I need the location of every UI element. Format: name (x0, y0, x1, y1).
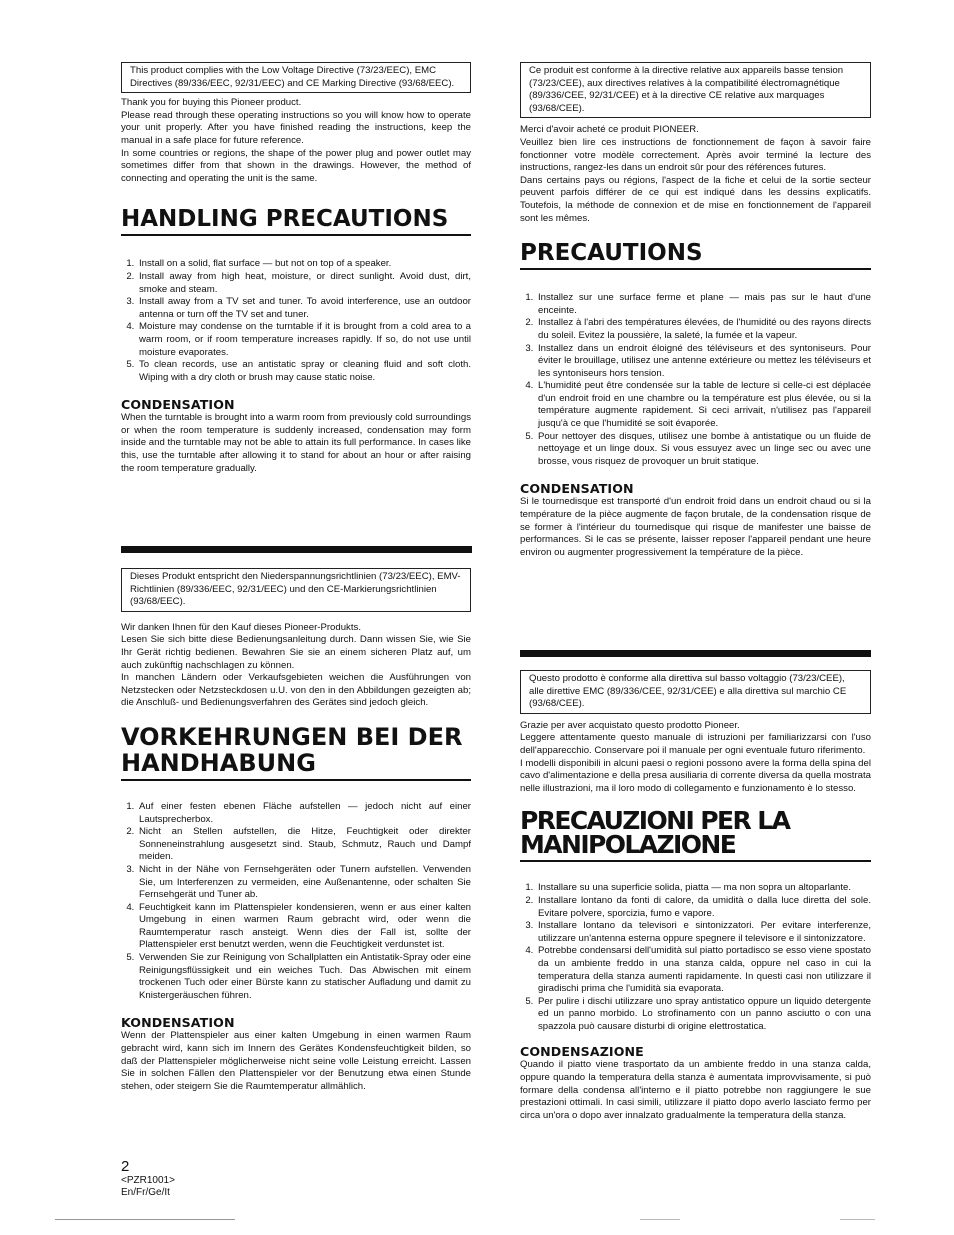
precautions-list (121, 801, 471, 1003)
intro-paragraph: Merci d'avoir acheté ce produit PIONEER. (520, 124, 699, 136)
intro-paragraph: In some countries or regions, the shape of the power plug and power outlet may sometimes differ from that shown in the drawings. However, the method of connecting and operating the unit is the same. (121, 147, 471, 184)
list-item: 1. Install on a solid, flat surface — but not on top of a speaker. (137, 258, 471, 271)
intro-paragraph: Grazie per aver acquistato questo prodotto Pioneer. (520, 719, 740, 731)
list-item: 5. Pour nettoyer des disques, utilisez une bombe à antistatique ou un fluide de nettoyage et un linge doux. Si vous essuyez avec un linge sec ou avec une brosse, vous risquez de provoquer un bruit statique. (536, 431, 871, 469)
intro-paragraph: I modelli disponibili in alcuni paesi o regioni possono avere la forma della spina del cavo d'alimentazione e della presa ausiliaria di corrente diversa da quella mostrata nelle illustrazioni, ma il loro modo di collegamento e funzionamento è lo stesso. (520, 757, 871, 794)
page-footer (121, 1158, 175, 1199)
intro-text (520, 124, 871, 225)
footer-rule (55, 1219, 235, 1220)
compliance-notice: Ce produit est conforme à la directive relative aux appareils basse tension (73/23/CEE), aux directives relatives à la compatibilité électromagnétique (89/336/CEE, 92/31/CEE) et à la directive CE relative aux marquages (93/68/CEE). (520, 62, 871, 118)
page-number: 2 (121, 1158, 130, 1175)
intro-text (520, 720, 871, 796)
list-item: 4. Potrebbe condensarsi dell'umidità sul piatto portadisco se esso viene spostato da un ambiente freddo in una stanza calda, oppure nel caso in cui la temperatura della stanza aumenti rapidamente. In questi casi non utilizzare il giradischi prima che l'umidità sia evaporata. (536, 945, 871, 995)
compliance-notice: Dieses Produkt entspricht den Niederspannungsrichtlinien (73/23/EEC), EMV-Richtlinien (89/336/EEC, 92/31/EEC) und den CE-Markierungsrichtlinien (93/68/EEC). (121, 568, 471, 612)
list-item: 4. Feuchtigkeit kann im Plattenspieler kondensieren, wenn er aus einer kalten Umgebung in einen warmen Raum gebracht wird, oder wenn die Raumtemperatur rasch ansteigt. Wenn dies der Fall ist, sollte der Plattenspieler erst benutzt werden, wenn die Feuchtigkeit verdunstet ist. (137, 902, 471, 952)
intro-paragraph: Veuillez bien lire ces instructions de fonctionnement de façon à savoir faire fonctionner votre modèle correctement. Après avoir terminé la lecture des instructions, rangez-les dans un endroit sûr pour des références futures. (520, 136, 871, 174)
german-section (121, 568, 471, 1093)
list-item: 2. Installez à l'abri des températures élevées, de l'humidité ou des rayons directs du soleil. Evitez la poussière, la saleté, la fumée et la vapeur. (536, 317, 871, 342)
list-item: 5. Per pulire i dischi utilizzare uno spray antistatico oppure un liquido detergente ed un panno morbido. Lo strofinamento con un panno asciutto o con una spazzola può causare disturbi di origine elettrostatica. (536, 996, 871, 1034)
intro-paragraph: Leggere attentamente questo manuale di istruzioni per familiarizzarsi con l'uso dell'apparecchio. Conservare poi il manuale per ogni eventuale futuro riferimento. (520, 732, 871, 756)
condensation-heading: CONDENSATION (121, 397, 235, 413)
english-section (121, 62, 471, 475)
intro-text (121, 97, 471, 185)
footer-rule (640, 1219, 680, 1220)
condensation-text: Si le tournedisque est transporté d'un endroit froid dans un endroit chaud ou si la température de la pièce augmente de façon brutale, de la condensation risque de se former à l'intérieur du tournedisque qui risque de manifester une baisse de performances. Si le cas se présente, laisser reposer l'appareil pendant une heure environ ou augmenter progressivement la température de la pièce. (520, 496, 871, 558)
list-item: 3. Installez dans un endroit éloigné des téléviseurs et des syntoniseurs. Pour éviter le brouillage, utilisez une antenne extérieure ou mettez les téléviseurs et les syntoniseurs hors tension. (536, 343, 871, 381)
list-item: 5. Verwenden Sie zur Reinigung von Schallplatten ein Antistatik-Spray oder eine Reinigungsflüssigkeit und ein weiches Tuch. Das Abwischen mit einem trockenen Tuch oder einer Bürste kann zu statischer Aufladung und damit zu Knistergeräuschen führen. (137, 952, 471, 1002)
intro-paragraph: Thank you for buying this Pioneer product. (121, 97, 302, 109)
condensation-heading: KONDENSATION (121, 1015, 235, 1031)
list-item: 1. Auf einer festen ebenen Fläche aufstellen — jedoch nicht auf einer Lautsprecherbox. (137, 801, 471, 826)
intro-paragraph: Please read through these operating instructions so you will know how to operate your unit properly. After you have finished reading the instructions, keep the manual in a safe place for future reference. (121, 109, 471, 146)
intro-paragraph: Wir danken Ihnen für den Kauf dieses Pioneer-Produkts. (121, 621, 361, 633)
section-heading: HANDLING PRECAUTIONS (121, 207, 471, 236)
condensation-heading: CONDENSAZIONE (520, 1044, 644, 1060)
document-code: <PZR1001> (121, 1175, 175, 1186)
section-divider-bar (121, 546, 472, 553)
condensation-heading: CONDENSATION (520, 481, 634, 497)
section-heading: VORKEHRUNGEN BEI DER HANDHABUNG (121, 724, 471, 781)
list-item: 2. Install away from high heat, moisture, or direct sunlight. Avoid dust, dirt, smoke and steam. (137, 271, 471, 296)
language-codes: En/Fr/Ge/It (121, 1187, 170, 1198)
list-item: 3. Install away from a TV set and tuner. To avoid interference, use an outdoor antenna or turn off the TV set and tuner. (137, 296, 471, 321)
intro-paragraph: Dans certains pays ou régions, l'aspect de la fiche et celui de la sortie secteur peuvent parfois différer de ce qui est indiqué dans les dessins explicatifs. Toutefois, la méthode de connexion et de mise en fonctionnement de l'appareil sont les mêmes. (520, 174, 871, 224)
precautions-list (520, 292, 871, 468)
intro-paragraph: Lesen Sie sich bitte diese Bedienungsanleitung durch. Dann wissen Sie, wie Sie Ihr Gerät richtig bedienen. Bewahren Sie sie an einem sicheren Platz auf, um auch zukünftig nachschlagen zu können. (121, 634, 471, 671)
condensation-text: When the turntable is brought into a warm room from previously cold surroundings or when the room temperature is suddenly increased, condensation may form inside and the turntable may not be able to attain its full performance. In cases like this, use the turntable after allowing it to stand for about an hour or after raising the room temperature gradually. (121, 412, 471, 474)
precautions-list (520, 882, 871, 1033)
footer-rule (840, 1219, 875, 1220)
section-heading: PRECAUZIONI PER LA MANIPOLAZIONE (520, 809, 871, 862)
list-item: 1. Installare su una superficie solida, piatta — ma non sopra un altoparlante. (536, 882, 871, 895)
compliance-notice: Questo prodotto è conforme alla direttiva sul basso voltaggio (73/23/CEE), alle direttive EMC (89/336/CEE, 92/31/CEE) e alla direttiva sul marchio CE (93/68/CEE). (520, 670, 871, 714)
precautions-list (121, 258, 471, 384)
condensation-text: Quando il piatto viene trasportato da un ambiente freddo in una stanza calda, oppure quando la temperatura della stanza è aumentata improvvisamente, si può formare della condensa all'interno e il piatto potrebbe non raggiungere le sue prestazioni ottimali. In casi simili, utilizzare il piatto dopo averlo lasciato fermo per circa un'ora o dopo aver innalzato gradualmente la temperatura della stanza. (520, 1059, 871, 1121)
list-item: 3. Nicht in der Nähe von Fernsehgeräten oder Tunern aufstellen. Verwenden Sie, um Interferenzen zu vermeiden, eine Außenantenne, oder schalten Sie Fernsehgerät und Tuner ab. (137, 864, 471, 902)
french-section (520, 62, 871, 559)
intro-text (121, 622, 471, 710)
list-item: 2. Installare lontano da fonti di calore, da umidità o dalla luce diretta del sole. Evitare polvere, sporcizia, fumo e vapore. (536, 895, 871, 920)
list-item: 3. Installare lontano da televisori e sintonizzatori. Per evitare interferenze, utilizzare un'antenna esterna oppure spegnere il televisore e il sintonizzatore. (536, 920, 871, 945)
list-item: 4. L'humidité peut être condensée sur la table de lecture si celle-ci est déplacée d'un endroit froid en une chambre ou la température est plus élevée, ou si la température augmente rapidement. Si ceci arrivait, n'utilisez pas l'appareil jusqu'à ce que l'humidité se soit évaporée. (536, 380, 871, 430)
italian-section (520, 670, 871, 1122)
list-item: 5. To clean records, use an antistatic spray or cleaning fluid and soft cloth. Wiping with a dry cloth or brush may cause static noise. (137, 359, 471, 384)
section-heading: PRECAUTIONS (520, 241, 871, 270)
list-item: 1. Installez sur une surface ferme et plane — mais pas sur le haut d'une enceinte. (536, 292, 871, 317)
section-divider-bar (520, 650, 871, 657)
condensation-text: Wenn der Plattenspieler aus einer kalten Umgebung in einen warmen Raum gebracht wird, kann sich im Innern des Gerätes Kondensfeuchtigkeit bilden, so daß der Plattenspieler möglicherweise nicht seine volle Leistung erreicht. Lassen Sie in solchen Fällen den Plattenspieler vor der Benutzung etwa einen Stunde stehen, oder steigern Sie die Raumtemperatur allmählich. (121, 1030, 471, 1092)
list-item: 2. Nicht an Stellen aufstellen, die Hitze, Feuchtigkeit oder direkter Sonneneinstrahlung ausgesetzt sind. Staub, Schmutz, Rauch und Dampf meiden. (137, 826, 471, 864)
list-item: 4. Moisture may condense on the turntable if it is brought from a cold area to a warm room, or if room temperature increases rapidly. If so, do not use until moisture evaporates. (137, 321, 471, 359)
intro-paragraph: In manchen Ländern oder Verkaufsgebieten weichen die Ausführungen von Netzstecken oder Netzsteckdosen u.U. von den in den Abbildungen gezeigten ab; die Anschluß- und Bedienungsverfahren des Gerätes sind jedoch gleich. (121, 672, 471, 709)
compliance-notice: This product complies with the Low Voltage Directive (73/23/EEC), EMC Directives (89/336/EEC, 92/31/EEC) and CE Marking Directive (93/68/EEC). (121, 62, 471, 93)
